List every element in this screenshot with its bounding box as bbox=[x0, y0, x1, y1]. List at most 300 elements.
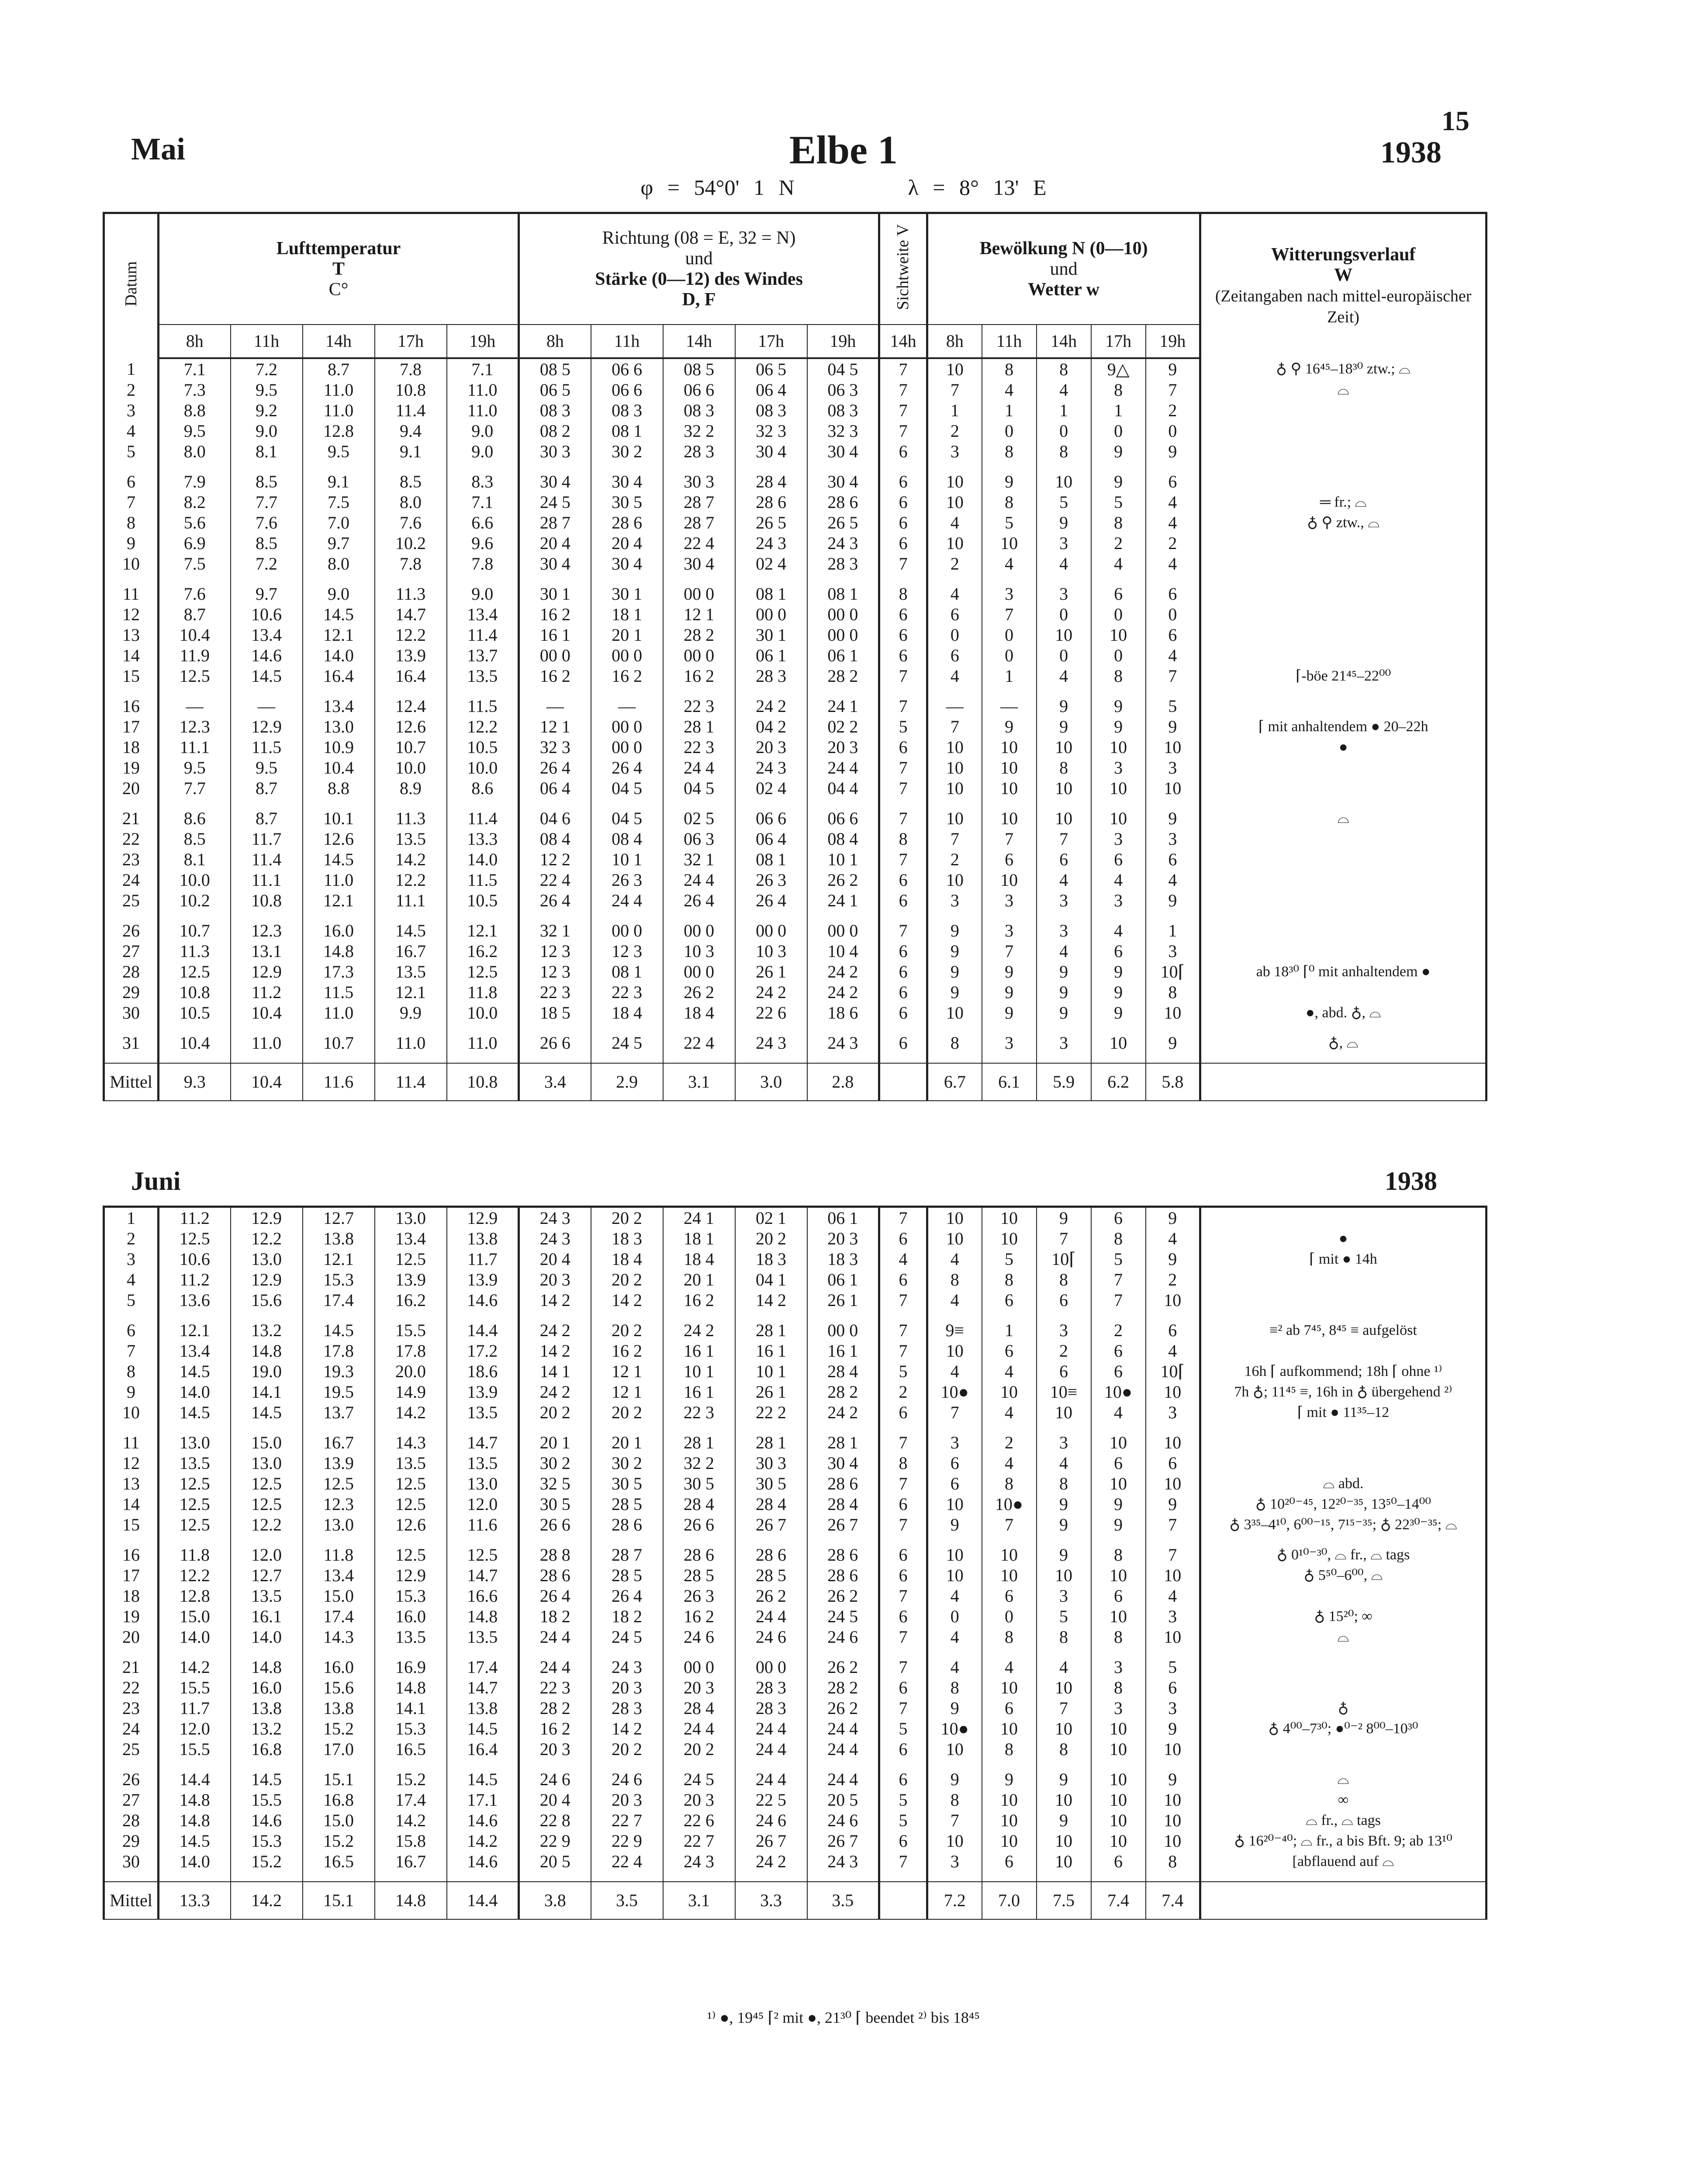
cell-temperature: 9.4 bbox=[375, 421, 447, 441]
cell-temperature: 15.5 bbox=[159, 1739, 231, 1759]
cell-wind: 28 4 bbox=[735, 471, 807, 492]
cell-cloud: 7 bbox=[1146, 1545, 1200, 1565]
cell-temperature: 14.3 bbox=[375, 1432, 447, 1453]
cell-date: 26 bbox=[104, 920, 159, 941]
cell-wind: 16 2 bbox=[519, 604, 591, 625]
cell-temperature: 11.2 bbox=[231, 982, 303, 1002]
cell-cloud: 9 bbox=[1037, 696, 1091, 716]
cell-temperature: 7.6 bbox=[159, 584, 231, 604]
cell-cloud: 10 bbox=[982, 1565, 1037, 1586]
cell-wind: 20 3 bbox=[735, 737, 807, 757]
cell-visibility: 5 bbox=[879, 716, 927, 737]
cell-temperature: 12.3 bbox=[303, 1494, 375, 1514]
cell-temperature: 11.5 bbox=[447, 870, 519, 890]
cell-temperature: 12.9 bbox=[375, 1565, 447, 1586]
cell-cloud: 4 bbox=[927, 666, 982, 686]
cell-wind: 08 4 bbox=[519, 829, 591, 849]
cell-wind: 28 1 bbox=[735, 1320, 807, 1341]
cell-cloud: 4 bbox=[1146, 645, 1200, 666]
cell-wind: 26 4 bbox=[591, 757, 663, 778]
cell-weather-event: ♁ 10²⁰⁻⁴⁵, 12²⁰⁻³⁵, 13⁵⁰–14⁰⁰ bbox=[1200, 1494, 1486, 1514]
cell-temperature: 8.9 bbox=[375, 778, 447, 798]
cell-weather-event: ♁, ⌓ bbox=[1200, 1033, 1486, 1053]
cell-cloud: 0 bbox=[1091, 421, 1146, 441]
cell-cloud: 6 bbox=[1091, 1361, 1146, 1382]
cell-cloud: 9 bbox=[1037, 512, 1091, 533]
cell-cloud: 8 bbox=[1037, 757, 1091, 778]
cell-visibility: 7 bbox=[879, 421, 927, 441]
cell-cloud: 9 bbox=[1037, 1514, 1091, 1535]
cell-temperature: 14.6 bbox=[447, 1290, 519, 1310]
cell-weather-event bbox=[1200, 920, 1486, 941]
cell-wind: 22 9 bbox=[591, 1831, 663, 1851]
cell-wind: 00 0 bbox=[807, 604, 879, 625]
cell-cloud: 4 bbox=[927, 1657, 982, 1677]
cell-date: 12 bbox=[104, 604, 159, 625]
table-row bbox=[104, 358, 1486, 380]
cell-weather-event: ⌓ bbox=[1200, 1769, 1486, 1790]
cell-wind: 20 3 bbox=[807, 1228, 879, 1249]
mean-row bbox=[104, 1882, 1486, 1919]
cell-wind: 04 6 bbox=[519, 808, 591, 829]
cell-temperature: 19.0 bbox=[231, 1361, 303, 1382]
cell-temperature: 7.1 bbox=[159, 358, 231, 380]
cell-date: 23 bbox=[104, 1698, 159, 1718]
hour-8h: 8h bbox=[519, 325, 591, 358]
cell-temperature: 12.5 bbox=[375, 1545, 447, 1565]
cell-wind: 18 3 bbox=[807, 1249, 879, 1269]
cell-wind: 16 1 bbox=[807, 1341, 879, 1361]
cell-cloud: 5 bbox=[1091, 1249, 1146, 1269]
cell-temperature: 8.5 bbox=[375, 471, 447, 492]
cell-wind: 06 6 bbox=[735, 808, 807, 829]
cell-cloud: 1 bbox=[1146, 920, 1200, 941]
cell-date: 16 bbox=[104, 1545, 159, 1565]
cell-wind: — bbox=[591, 696, 663, 716]
cell-weather-event: ♁ 3³⁵–4¹⁰, 6⁰⁰⁻¹⁵, 7¹⁵⁻³⁵; ♁ 22³⁰⁻³⁵; ⌓ bbox=[1200, 1514, 1486, 1535]
cell-cloud: 10 bbox=[927, 870, 982, 890]
cell-temperature: 8.7 bbox=[231, 778, 303, 798]
cell-wind: 16 2 bbox=[663, 1290, 735, 1310]
cell-wind: 06 6 bbox=[591, 380, 663, 400]
cell-cloud: 10 bbox=[1146, 1473, 1200, 1494]
cell-wind: 26 2 bbox=[735, 1586, 807, 1606]
mean-temperature: 11.6 bbox=[303, 1063, 375, 1101]
cell-date: 24 bbox=[104, 1718, 159, 1739]
cell-cloud: 3 bbox=[1091, 757, 1146, 778]
cell-temperature: 14.2 bbox=[375, 849, 447, 870]
cell-wind: 20 1 bbox=[663, 1269, 735, 1290]
cell-cloud: 6 bbox=[1146, 625, 1200, 645]
cell-wind: 02 2 bbox=[807, 716, 879, 737]
cell-cloud: 4 bbox=[982, 1657, 1037, 1677]
cell-temperature: 14.5 bbox=[159, 1831, 231, 1851]
cell-temperature: 14.5 bbox=[447, 1769, 519, 1790]
cell-temperature: 14.7 bbox=[447, 1677, 519, 1698]
cell-cloud: 4 bbox=[927, 1627, 982, 1647]
cell-visibility: 6 bbox=[879, 1228, 927, 1249]
cell-visibility: 6 bbox=[879, 890, 927, 911]
cell-cloud: 2 bbox=[1091, 1320, 1146, 1341]
cell-wind: 16 1 bbox=[663, 1341, 735, 1361]
cell-wind: 02 4 bbox=[735, 553, 807, 574]
cell-wind: 16 2 bbox=[663, 666, 735, 686]
cell-visibility: 6 bbox=[879, 1033, 927, 1053]
cell-temperature: 12.5 bbox=[159, 1494, 231, 1514]
cell-cloud: 9 bbox=[1091, 1514, 1146, 1535]
cell-cloud: 10 bbox=[982, 533, 1037, 553]
cell-wind: 28 7 bbox=[519, 512, 591, 533]
cell-temperature: 11.4 bbox=[375, 400, 447, 421]
cell-cloud: 4 bbox=[1037, 1453, 1091, 1473]
cell-cloud: 8 bbox=[1037, 1627, 1091, 1647]
cell-temperature: 12.1 bbox=[303, 890, 375, 911]
cell-wind: 24 3 bbox=[663, 1851, 735, 1872]
cell-wind: 24 5 bbox=[807, 1606, 879, 1627]
cell-wind: 28 1 bbox=[807, 1432, 879, 1453]
cell-cloud: 8 bbox=[1091, 512, 1146, 533]
cell-cloud: 8 bbox=[982, 441, 1037, 462]
cell-weather-event bbox=[1200, 870, 1486, 890]
cell-wind: 28 3 bbox=[591, 1698, 663, 1718]
cell-temperature: 13.0 bbox=[447, 1473, 519, 1494]
table-row bbox=[104, 1698, 1486, 1718]
cell-temperature: 8.0 bbox=[159, 441, 231, 462]
hour-11h: 11h bbox=[231, 325, 303, 358]
cell-temperature: 13.8 bbox=[303, 1228, 375, 1249]
cell-temperature: 15.0 bbox=[303, 1586, 375, 1606]
cell-weather-event bbox=[1200, 553, 1486, 574]
cell-wind: 20 2 bbox=[591, 1739, 663, 1759]
cell-cloud: 10⌈ bbox=[1146, 961, 1200, 982]
cell-cloud: 9 bbox=[1037, 982, 1091, 1002]
cell-temperature: 7.8 bbox=[375, 553, 447, 574]
mean-wind: 2.8 bbox=[807, 1063, 879, 1101]
cell-cloud: 2 bbox=[1091, 533, 1146, 553]
cell-date: 24 bbox=[104, 870, 159, 890]
cell-weather-event bbox=[1200, 1207, 1486, 1229]
cell-cloud: 7 bbox=[1146, 380, 1200, 400]
cell-temperature: 16.4 bbox=[375, 666, 447, 686]
cell-wind: 06 6 bbox=[807, 808, 879, 829]
cell-visibility: 7 bbox=[879, 696, 927, 716]
cell-visibility: 7 bbox=[879, 400, 927, 421]
cell-cloud: 4 bbox=[1146, 870, 1200, 890]
cell-weather-event bbox=[1200, 441, 1486, 462]
cell-temperature: 13.5 bbox=[159, 1453, 231, 1473]
cell-cloud: 6 bbox=[982, 1586, 1037, 1606]
cell-temperature: 14.5 bbox=[159, 1402, 231, 1423]
cell-temperature: 9.5 bbox=[159, 421, 231, 441]
cell-wind: 14 2 bbox=[519, 1290, 591, 1310]
cell-cloud: 8 bbox=[1091, 1627, 1146, 1647]
cell-wind: 30 4 bbox=[807, 1453, 879, 1473]
table-row bbox=[104, 1851, 1486, 1872]
cell-wind: 32 2 bbox=[663, 421, 735, 441]
cell-cloud: — bbox=[982, 696, 1037, 716]
cell-cloud: 9 bbox=[927, 1698, 982, 1718]
cell-cloud: 5 bbox=[1146, 696, 1200, 716]
cell-temperature: 17.0 bbox=[303, 1739, 375, 1759]
footnote: ¹⁾ ●, 19⁴⁵ ⌈² mit ●, 21³⁰ ⌈ beendet ²⁾ bis 18⁴⁵ bbox=[707, 2009, 980, 2026]
cell-cloud: 7 bbox=[1037, 1228, 1091, 1249]
table-row bbox=[104, 1320, 1486, 1341]
cell-visibility: 6 bbox=[879, 492, 927, 512]
cell-cloud: 10 bbox=[1091, 625, 1146, 645]
cell-wind: 30 4 bbox=[519, 553, 591, 574]
table-row bbox=[104, 441, 1486, 462]
cell-wind: 22 6 bbox=[663, 1810, 735, 1831]
cell-cloud: 10 bbox=[1091, 1718, 1146, 1739]
cell-temperature: 10.4 bbox=[231, 1002, 303, 1023]
cell-temperature: 9.0 bbox=[447, 421, 519, 441]
cell-temperature: 10.5 bbox=[159, 1002, 231, 1023]
cell-temperature: 9.0 bbox=[303, 584, 375, 604]
cell-weather-event bbox=[1200, 533, 1486, 553]
cell-cloud: 10 bbox=[1037, 737, 1091, 757]
cell-temperature: 12.6 bbox=[303, 829, 375, 849]
cell-cloud: 9 bbox=[1037, 1810, 1091, 1831]
cell-cloud: 10 bbox=[1037, 1718, 1091, 1739]
cell-cloud: 8 bbox=[1091, 380, 1146, 400]
cell-cloud: 3 bbox=[1146, 1606, 1200, 1627]
cell-wind: 24 2 bbox=[735, 982, 807, 1002]
cell-wind: 22 3 bbox=[519, 1677, 591, 1698]
cell-cloud: 10 bbox=[927, 358, 982, 380]
cell-wind: 22 4 bbox=[519, 870, 591, 890]
cell-weather-event: ●, abd. ♁, ⌓ bbox=[1200, 1002, 1486, 1023]
cell-visibility: 2 bbox=[879, 1382, 927, 1402]
cell-date: 29 bbox=[104, 982, 159, 1002]
cell-visibility: 7 bbox=[879, 1432, 927, 1453]
cell-cloud: 3 bbox=[1091, 829, 1146, 849]
cell-cloud: 9 bbox=[927, 941, 982, 961]
mean-weather bbox=[1200, 1882, 1486, 1919]
cell-temperature: 13.1 bbox=[231, 941, 303, 961]
cell-temperature: 8.1 bbox=[231, 441, 303, 462]
table-may bbox=[103, 212, 1487, 1101]
hour-19h: 19h bbox=[1146, 325, 1200, 358]
cell-visibility: 6 bbox=[879, 1494, 927, 1514]
cell-weather-event bbox=[1200, 890, 1486, 911]
cell-cloud: 3 bbox=[927, 1851, 982, 1872]
table-row bbox=[104, 1565, 1486, 1586]
cell-cloud: 10 bbox=[1091, 1769, 1146, 1790]
cell-cloud: 3 bbox=[1037, 1432, 1091, 1453]
cell-cloud: 8 bbox=[1037, 1739, 1091, 1759]
cell-weather-event: [abflauend auf ⌓ bbox=[1200, 1851, 1486, 1872]
cell-weather-event bbox=[1200, 829, 1486, 849]
table-row bbox=[104, 1402, 1486, 1423]
cell-cloud: 10 bbox=[1091, 1565, 1146, 1586]
cell-temperature: 11.0 bbox=[447, 380, 519, 400]
cell-cloud: 10● bbox=[927, 1718, 982, 1739]
cell-temperature: 12.2 bbox=[447, 716, 519, 737]
cell-temperature: 15.0 bbox=[159, 1606, 231, 1627]
cell-visibility: 6 bbox=[879, 533, 927, 553]
cell-cloud: 6 bbox=[1037, 849, 1091, 870]
cell-date: 3 bbox=[104, 400, 159, 421]
cell-cloud: 10 bbox=[1091, 1739, 1146, 1759]
mean-wind: 3.5 bbox=[591, 1882, 663, 1919]
cell-visibility: 8 bbox=[879, 829, 927, 849]
mean-cloud: 7.4 bbox=[1146, 1882, 1200, 1919]
page-number: 15 bbox=[1442, 105, 1469, 136]
cell-wind: 08 3 bbox=[735, 400, 807, 421]
cell-cloud: 10 bbox=[1091, 1790, 1146, 1810]
table-row bbox=[104, 1033, 1486, 1053]
cell-wind: 30 4 bbox=[663, 553, 735, 574]
cell-wind: 32 3 bbox=[735, 421, 807, 441]
cell-wind: 08 3 bbox=[519, 400, 591, 421]
cell-cloud: 8 bbox=[927, 1033, 982, 1053]
cell-wind: 00 0 bbox=[663, 1657, 735, 1677]
cell-wind: 10 1 bbox=[663, 1361, 735, 1382]
cell-cloud: 9 bbox=[1037, 1769, 1091, 1790]
cell-cloud: 10 bbox=[1146, 1627, 1200, 1647]
cell-wind: 08 3 bbox=[663, 400, 735, 421]
cell-wind: 08 4 bbox=[591, 829, 663, 849]
cell-visibility: 7 bbox=[879, 358, 927, 380]
cell-weather-event: ● bbox=[1200, 737, 1486, 757]
cell-temperature: 12.0 bbox=[159, 1718, 231, 1739]
cell-visibility: 6 bbox=[879, 471, 927, 492]
mean-wind: 3.1 bbox=[663, 1882, 735, 1919]
cell-temperature: — bbox=[159, 696, 231, 716]
cell-weather-event bbox=[1200, 849, 1486, 870]
hour-14h-visibility: 14h bbox=[879, 325, 927, 358]
cell-date: 13 bbox=[104, 1473, 159, 1494]
cell-wind: 24 3 bbox=[735, 533, 807, 553]
cell-cloud: 0 bbox=[1037, 604, 1091, 625]
table-row bbox=[104, 1382, 1486, 1402]
cell-date: 18 bbox=[104, 1586, 159, 1606]
cell-cloud: 8 bbox=[927, 1790, 982, 1810]
cell-temperature: 8.7 bbox=[159, 604, 231, 625]
cell-visibility: 6 bbox=[879, 1269, 927, 1290]
mean-temperature: 9.3 bbox=[159, 1063, 231, 1101]
cell-wind: 28 6 bbox=[807, 1545, 879, 1565]
cell-weather-event: ∞ bbox=[1200, 1790, 1486, 1810]
cell-cloud: 9 bbox=[1146, 1249, 1200, 1269]
cell-temperature: 11.7 bbox=[447, 1249, 519, 1269]
cell-wind: 20 2 bbox=[663, 1739, 735, 1759]
cell-temperature: 13.0 bbox=[303, 1514, 375, 1535]
cell-wind: 16 2 bbox=[519, 1718, 591, 1739]
cell-visibility: 5 bbox=[879, 1718, 927, 1739]
header-cloud: Bewölkung N (0—10) und Wetter w bbox=[927, 213, 1200, 325]
cell-wind: 24 5 bbox=[663, 1769, 735, 1790]
cell-temperature: 13.9 bbox=[447, 1382, 519, 1402]
cell-temperature: 11.9 bbox=[159, 645, 231, 666]
cell-wind: 02 5 bbox=[663, 808, 735, 829]
cell-wind: 00 0 bbox=[735, 604, 807, 625]
cell-cloud: 7 bbox=[982, 829, 1037, 849]
table-row bbox=[104, 1606, 1486, 1627]
cell-wind: 06 6 bbox=[663, 380, 735, 400]
mean-label: Mittel bbox=[104, 1882, 159, 1919]
mean-temperature: 15.1 bbox=[303, 1882, 375, 1919]
cell-visibility: 6 bbox=[879, 870, 927, 890]
cell-wind: 18 3 bbox=[735, 1249, 807, 1269]
cell-temperature: 12.5 bbox=[303, 1473, 375, 1494]
cell-temperature: 14.5 bbox=[303, 1320, 375, 1341]
cell-temperature: 14.5 bbox=[303, 604, 375, 625]
cell-visibility: 6 bbox=[879, 941, 927, 961]
cell-temperature: 7.5 bbox=[159, 553, 231, 574]
cell-cloud: 6 bbox=[1037, 1361, 1091, 1382]
mean-wind: 2.9 bbox=[591, 1063, 663, 1101]
cell-cloud: 10 bbox=[927, 1207, 982, 1229]
cell-cloud: 10 bbox=[927, 1494, 982, 1514]
cell-cloud: 9 bbox=[1146, 1769, 1200, 1790]
cell-cloud: 9 bbox=[1146, 808, 1200, 829]
table-row bbox=[104, 941, 1486, 961]
cell-wind: 28 7 bbox=[663, 512, 735, 533]
cell-cloud: 6 bbox=[982, 1851, 1037, 1872]
cell-visibility: 7 bbox=[879, 849, 927, 870]
cell-cloud: 4 bbox=[1037, 1657, 1091, 1677]
cell-cloud: 9 bbox=[1091, 961, 1146, 982]
cell-cloud: 7 bbox=[982, 941, 1037, 961]
cell-date: 30 bbox=[104, 1002, 159, 1023]
cell-wind: 22 7 bbox=[663, 1831, 735, 1851]
cell-date: 7 bbox=[104, 1341, 159, 1361]
cell-wind: 18 2 bbox=[519, 1606, 591, 1627]
cell-weather-event bbox=[1200, 1290, 1486, 1310]
table-row bbox=[104, 584, 1486, 604]
hour-17h: 17h bbox=[375, 325, 447, 358]
cell-wind: 26 2 bbox=[807, 1657, 879, 1677]
cell-wind: 28 2 bbox=[807, 1677, 879, 1698]
cell-temperature: 14.9 bbox=[375, 1382, 447, 1402]
mean-wind: 3.5 bbox=[807, 1882, 879, 1919]
table-row bbox=[104, 1290, 1486, 1310]
cell-cloud: 9 bbox=[1037, 1207, 1091, 1229]
cell-cloud: 10 bbox=[1146, 1382, 1200, 1402]
cell-wind: 20 3 bbox=[663, 1677, 735, 1698]
mean-visibility bbox=[879, 1882, 927, 1919]
cell-date: 25 bbox=[104, 890, 159, 911]
cell-cloud: 8 bbox=[1091, 1228, 1146, 1249]
cell-temperature: 14.4 bbox=[447, 1320, 519, 1341]
cell-wind: 26 3 bbox=[663, 1586, 735, 1606]
cell-wind: 28 5 bbox=[663, 1565, 735, 1586]
cell-wind: 26 7 bbox=[735, 1831, 807, 1851]
cell-cloud: 8 bbox=[982, 1473, 1037, 1494]
cell-cloud: 10 bbox=[1091, 1432, 1146, 1453]
cell-temperature: 14.7 bbox=[375, 604, 447, 625]
cell-temperature: 8.6 bbox=[447, 778, 519, 798]
cell-cloud: 7 bbox=[927, 1402, 982, 1423]
cell-cloud: 4 bbox=[1146, 512, 1200, 533]
cell-cloud: 3 bbox=[1091, 890, 1146, 911]
cell-wind: 22 3 bbox=[663, 1402, 735, 1423]
cell-wind: 12 3 bbox=[519, 941, 591, 961]
cell-cloud: 3 bbox=[1146, 1698, 1200, 1718]
cell-weather-event bbox=[1200, 982, 1486, 1002]
cell-cloud: 10 bbox=[927, 1565, 982, 1586]
cell-cloud: 4 bbox=[927, 584, 982, 604]
cell-wind: 16 2 bbox=[663, 1606, 735, 1627]
cell-wind: 24 3 bbox=[519, 1207, 591, 1229]
cell-wind: 08 5 bbox=[519, 358, 591, 380]
cell-wind: 28 3 bbox=[735, 1677, 807, 1698]
cell-wind: 28 1 bbox=[663, 716, 735, 737]
cell-wind: 26 3 bbox=[591, 870, 663, 890]
cell-cloud: 9 bbox=[1091, 1002, 1146, 1023]
cell-temperature: 9.5 bbox=[231, 380, 303, 400]
